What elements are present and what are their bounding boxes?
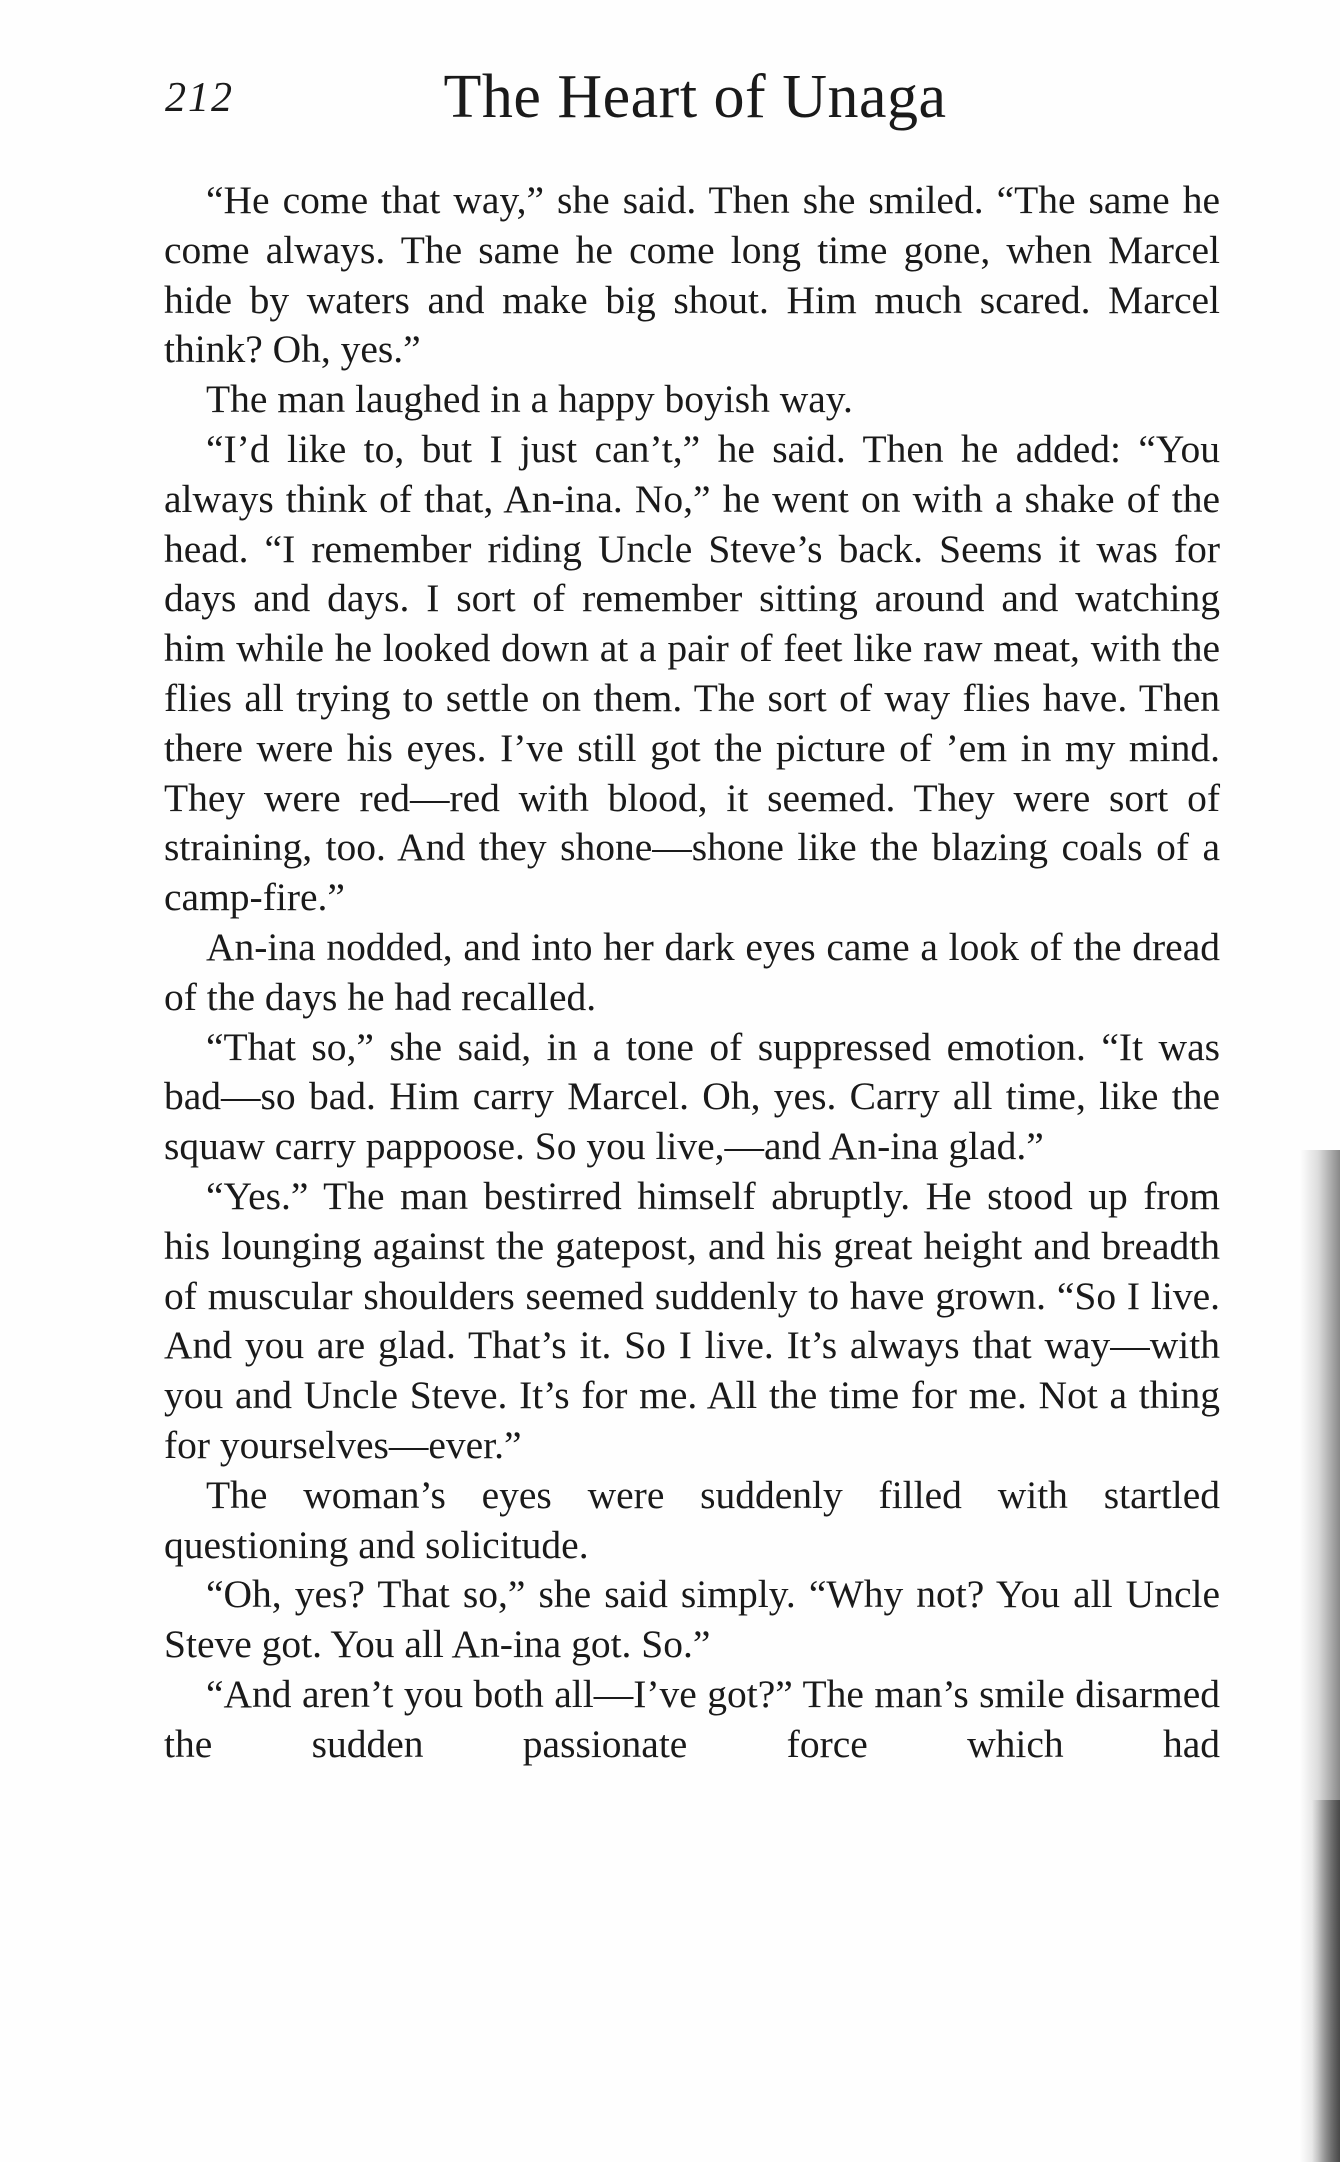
paragraph: “Oh, yes? That so,” she said simply. “Why not? You all Uncle Steve got. You all An-ina got. So.” <box>164 1572 1220 1667</box>
paragraph: An-ina nodded, and into her dark eyes came a look of the dread of the days he had recalled. <box>164 924 1220 1019</box>
paragraph: “I’d like to, but I just can’t,” he said. Then he added: “You always think of that, An-ina. No,” he went on with a shake of the head. “I remember riding Uncle Steve’s back. Seems it was for days and days. I sort of remember sitting around and watching him while he looked down at a pair of feet like raw meat, with the flies all trying to settle on them. The sort of way flies have. Then there were his eyes. I’ve still got the picture of ’em in my mind. They were red—red with blood, it seemed. They were sort of straining, too. And they shone—shone like the blazing coals of a camp-fire.” <box>164 426 1220 920</box>
paragraph: “Yes.” The man bestirred himself abruptly. He stood up from his lounging against the gatepost, and his great height and breadth of muscular shoulders seemed suddenly to have grown. “So I live. And you are glad. That’s it. So I live. It’s always that way—with you and Uncle Steve. It’s for me. All the time for me. Not a thing for yourselves—ever.” <box>164 1173 1220 1467</box>
paragraph: The man laughed in a happy boyish way. <box>206 377 853 422</box>
paragraph: The woman’s eyes were suddenly filled with startled questioning and solicitude. <box>164 1472 1220 1567</box>
page-edge-shadow-dark <box>1312 1800 1340 2162</box>
page-header <box>160 62 1230 142</box>
paragraph: “He come that way,” she said. Then she smiled. “The same he come always. The same he come long time gone, when Marcel hide by waters and make big shout. Him much scared. Marcel think? Oh, yes.” <box>164 178 1220 372</box>
page-number: 212 <box>165 75 234 121</box>
body-text <box>164 176 1220 1770</box>
paragraph: “That so,” she said, in a tone of suppressed emotion. “It was bad—so bad. Him carry Marcel. Oh, yes. Carry all time, like the squaw carry pappoose. So you live,—and An-ina glad.” <box>164 1024 1220 1169</box>
paragraph-continued: “And aren’t you both all—I’ve got?” The man’s smile disarmed the sudden passionate force which had <box>164 1671 1220 1766</box>
running-title: The Heart of Unaga <box>443 63 947 131</box>
